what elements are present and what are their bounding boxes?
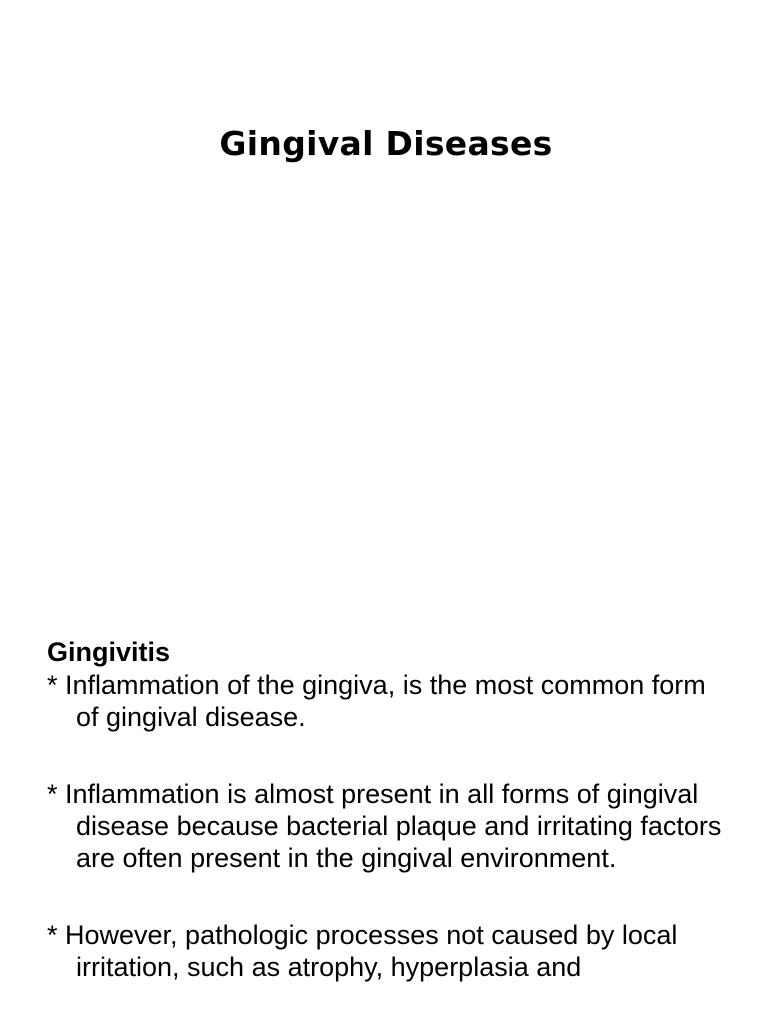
bullet-item: * Inflammation is almost present in all forms of gingival disease because bacterial plaque and irritating factors are often present in the gingival environment.	[47, 779, 722, 873]
page-title: Gingival Diseases	[219, 124, 553, 163]
bullet-item: * However, pathologic processes not caused by local irritation, such as atrophy, hyperplasia and	[47, 920, 678, 982]
bullet-item: * Inflammation of the gingiva, is the most common form of gingival disease.	[47, 670, 706, 732]
section-content	[47, 636, 727, 983]
section-heading: Gingivitis	[47, 637, 171, 667]
